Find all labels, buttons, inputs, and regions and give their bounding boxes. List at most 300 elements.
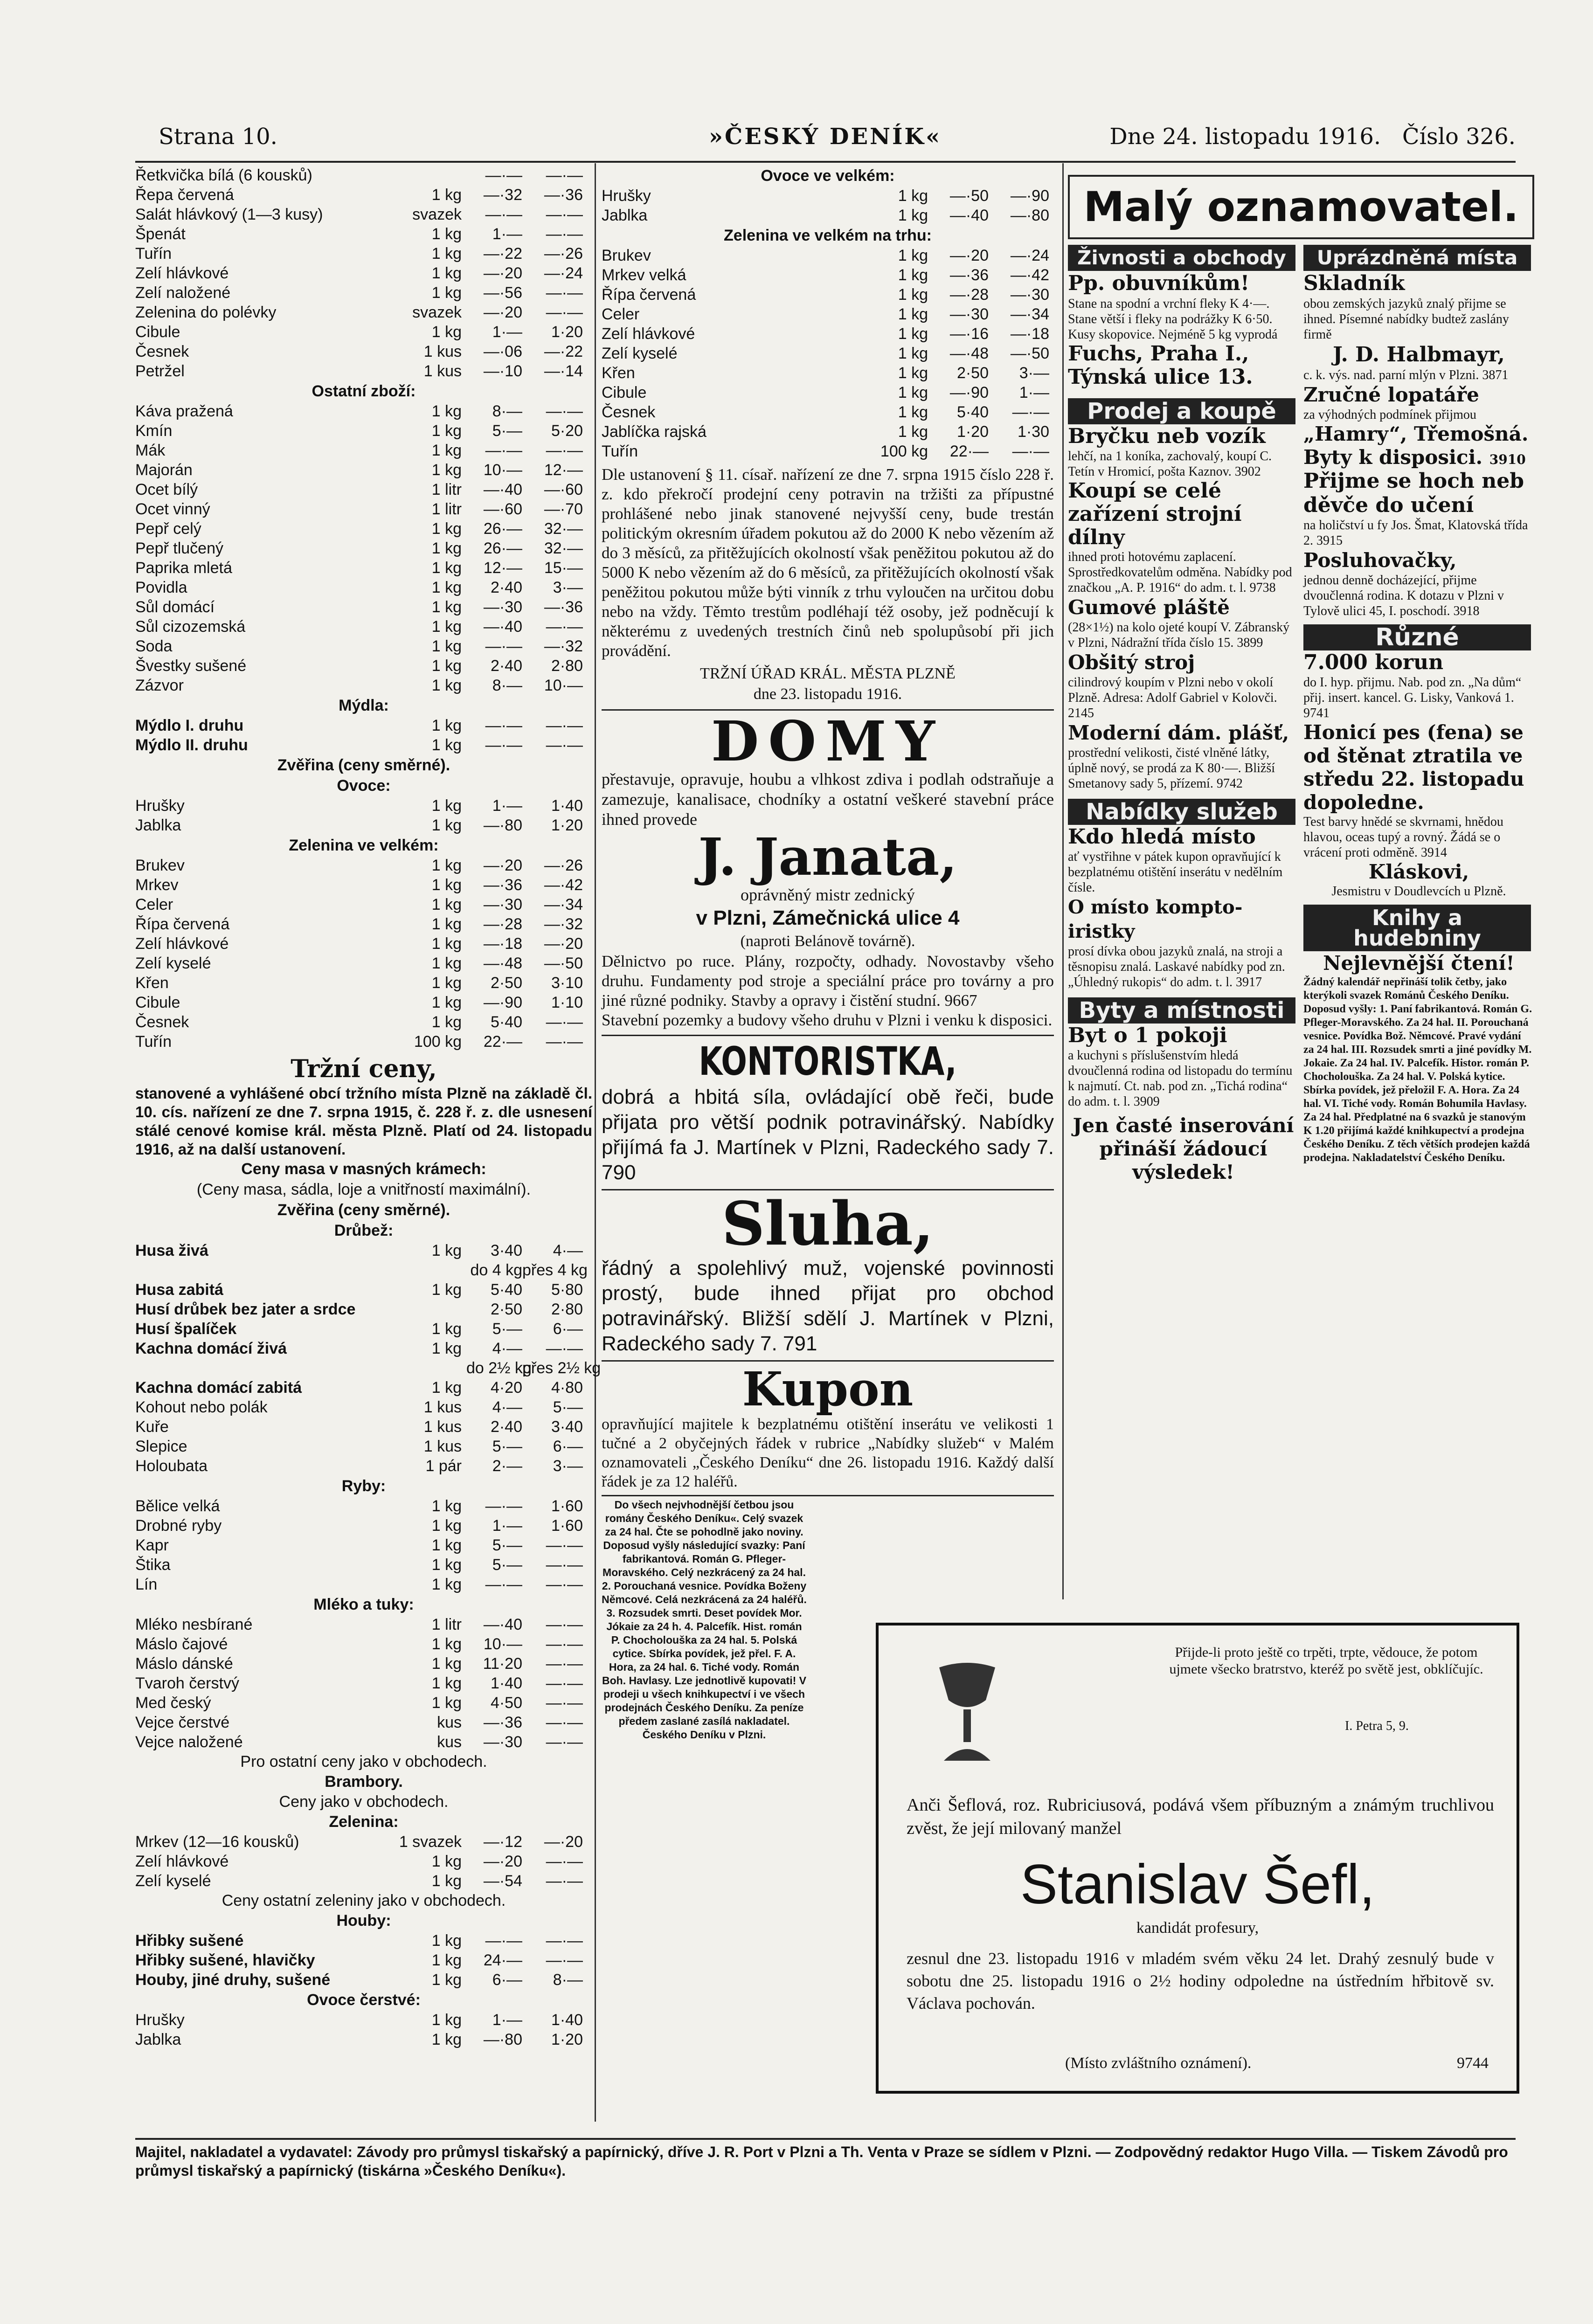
obituary-number: 9744: [1457, 2054, 1489, 2072]
item-unit: 1 kg: [431, 186, 462, 204]
obituary-box: [876, 1623, 1519, 2094]
price-from: —·20: [483, 857, 522, 874]
price-to: 1·60: [551, 1517, 583, 1535]
price-from: do 2½ kg: [466, 1359, 532, 1377]
item-name: Špenát: [135, 225, 186, 243]
price-from: 5·—: [492, 1556, 522, 1574]
item-name: Křen: [602, 364, 635, 382]
price-to: —·—: [546, 1872, 583, 1890]
masthead: »ČESKÝ DENÍK«: [709, 124, 942, 150]
janata-text-2: Stavební pozemky a budovy všeho druhu v Plzni i venku k disposici.: [602, 1011, 1053, 1029]
price-row: [602, 383, 1054, 402]
item-name: Pepř tlučený: [135, 540, 223, 557]
item-unit: 1 kg: [431, 974, 462, 992]
item-name: Paprika mletá: [135, 559, 232, 577]
item-name: Hřibky sušené: [135, 1932, 244, 1950]
page-number: Strana 10.: [159, 124, 277, 150]
item-unit: 1 kus: [423, 1418, 462, 1436]
item-unit: 1 kus: [423, 343, 462, 360]
price-to: —·—: [546, 1951, 583, 1969]
price-to: —·—: [546, 717, 583, 734]
item-name: Štika: [135, 1556, 171, 1574]
price-from: —·40: [483, 481, 522, 498]
item-unit: 1 kg: [431, 1655, 462, 1673]
price-row: [135, 1536, 592, 1555]
category-tag: Živnosti a obchody: [1068, 245, 1295, 271]
price-list-d: [135, 796, 592, 835]
item-unit: 1 kg: [431, 1517, 462, 1535]
price-from: 2·—: [492, 1457, 522, 1475]
price-row: [602, 324, 1054, 344]
ad-heading: J. D. Halbmayr,: [1333, 343, 1505, 367]
item-unit: 1 kg: [431, 1497, 462, 1515]
section-note: Ceny jako v obchodech.: [279, 1793, 449, 1811]
price-to: —·—: [546, 1714, 583, 1731]
item-name: Salát hlávkový (1—3 kusy): [135, 206, 323, 223]
janata-name: J. Janata,: [698, 827, 957, 887]
price-row: [135, 617, 592, 636]
sluha-title: Sluha,: [721, 1189, 934, 1259]
imprint-footer: Majitel, nakladatel a vydavatel: Závody pro průmysl tiskařský a papírnický, dříve J. R. Port v Plzni a Th. Venta v Praze se sídlem v Plzni. — Zodpovědný redaktor Hugo Villa. — Tiskem Závodů pro průmysl tiskařský a papírnický (tiskárna »Českého Deníku«).: [135, 2144, 1508, 2179]
item-name: Hrušky: [602, 187, 651, 205]
item-name: Zelí hlávkové: [135, 935, 229, 953]
price-to: —·50: [544, 954, 583, 972]
deceased-name: Stanislav Šefl,: [1020, 1853, 1375, 1916]
ad-text: (28×1½) na kolo ojeté koupí V. Zábranský v Plzni, Nádražní třída číslo 15. 3899: [1068, 620, 1290, 650]
item-unit: 1 kg: [431, 461, 462, 479]
price-row: [135, 1437, 592, 1456]
item-name: Zelí naložené: [135, 284, 231, 302]
price-from: 2·50: [490, 974, 522, 992]
price-list-i: [135, 1832, 592, 1891]
price-row: [135, 1300, 592, 1319]
item-unit: 1 kg: [431, 1281, 462, 1299]
item-unit: 100 kg: [414, 1033, 462, 1051]
price-from: 1·—: [492, 1517, 522, 1535]
item-unit: 1 kg: [431, 598, 462, 616]
ad-text: cilindrový koupím v Plzni nebo v okolí Plzně. Adresa: Adolf Gabriel v Kolovči. 2145: [1068, 675, 1277, 720]
ad-text: prostřední velikosti, čisté vlněné látky, úplně nový, se prodá za K 80·—. Bližší Smetanovy sady 5, přízemí. 9742: [1068, 746, 1275, 791]
section-heading: Mléko a tuky:: [313, 1596, 414, 1613]
price-to: —·32: [544, 637, 583, 655]
price-to: 1·60: [551, 1497, 583, 1515]
price-to: —·—: [546, 1655, 583, 1673]
category-tag: Různé: [1303, 624, 1531, 650]
price-to: —·—: [546, 1616, 583, 1633]
divider: [602, 1495, 1054, 1496]
price-to: 1·30: [1017, 423, 1049, 441]
price-row: [135, 224, 592, 244]
category-tag: Nabídky služeb: [1068, 799, 1295, 825]
item-name: Slepice: [135, 1438, 187, 1455]
price-to: 8·—: [553, 1971, 583, 1989]
price-to: —·—: [546, 402, 583, 420]
item-unit: svazek: [412, 206, 462, 223]
price-to: 2·80: [551, 657, 583, 675]
price-row: [135, 1713, 592, 1732]
price-row: [135, 993, 592, 1012]
section-heading: Zvěřina (ceny směrné).: [277, 756, 450, 774]
price-row: [135, 856, 592, 875]
item-name: Hrušky: [135, 797, 185, 815]
price-from: —·30: [949, 305, 989, 323]
price-from: —·36: [483, 1714, 522, 1731]
price-list-a: [135, 166, 592, 381]
romany-text: Do všech nejvhodnější četbou jsou romány Českého Deníku«. Celý svazek za 24 hal. Čte se pohodlně jako noviny. Doposud vyšly následující svazky: Paní fabrikantová. Román G. Pfleger-Moravského. Celý nezkrácený za 24 hal. 2. Porouchaná vesnice. Povídka Boženy Němcové. Celá nezkrácená za 24 haléřů. 3. Rozsudek smrti. Deset povídek Mor. Jókaie za 24 h. 4. Palcefík. Hist. román P. Chocholouška za 24 hal. 5. Polská cytice. Sbírka povídek, jež přel. F. A. Hora, za 24 hal. 6. Tiché vody. Román Boh. Havlasy. Lze jednotlivě kupovati! V prodeji u všech knihkupectví i ve všech prodejnách Českého Deníku. Za peníze předem zaslané zasílá nakladatel. Českého Deníku v Plzni.: [602, 1499, 807, 1741]
price-row: [135, 2010, 592, 2030]
item-unit: 1 kg: [431, 1320, 462, 1338]
price-to: 4·—: [553, 1242, 583, 1259]
item-name: Řípa červená: [135, 915, 230, 933]
price-from: —·90: [949, 384, 989, 401]
item-name: Vejce naložené: [135, 1733, 243, 1751]
price-from: 8·—: [492, 677, 522, 694]
price-to: —·42: [544, 876, 583, 894]
item-name: Zelí hlávkové: [135, 264, 229, 282]
item-unit: 1 kus: [423, 1398, 462, 1416]
price-to: 3·—: [553, 579, 583, 596]
price-row: [135, 205, 592, 224]
section-heading: Ceny masa v masných krámech:: [241, 1160, 486, 1178]
price-from: —·—: [485, 717, 522, 734]
price-from: —·80: [483, 2031, 522, 2048]
item-unit: 1 kg: [431, 1536, 462, 1554]
ad-text: do I. hyp. přijmu. Nab. pod zn. „Na dům“ přij. insert. kancel. G. Lisky, Vanková 1. 9741: [1303, 675, 1522, 720]
price-row: [135, 1280, 592, 1300]
price-from: 10·—: [483, 1635, 522, 1653]
item-name: Celer: [135, 896, 173, 913]
item-unit: 1 kg: [898, 207, 928, 224]
price-row: [135, 1931, 592, 1950]
price-from: 2·40: [490, 1418, 522, 1436]
price-to: 32·—: [544, 520, 583, 538]
item-unit: 1 kg: [431, 1694, 462, 1712]
ad-heading: Pp. obuvníkům!: [1068, 271, 1250, 295]
price-from: 2·50: [956, 364, 989, 382]
price-row: [135, 1417, 592, 1437]
price-to: —·—: [546, 1694, 583, 1712]
classified-col-right: [1303, 245, 1534, 1184]
price-from: —·—: [485, 736, 522, 754]
price-from: 2·40: [490, 579, 522, 596]
price-row: [602, 265, 1054, 285]
janata-subtitle: oprávněný mistr zednický: [741, 885, 915, 904]
price-row: [135, 1319, 592, 1339]
item-name: Ocet bílý: [135, 481, 198, 498]
section-heading: Zelenina ve velkém na trhu:: [724, 227, 932, 244]
section-heading: Zvěřina (ceny směrné).: [277, 1201, 450, 1219]
item-unit: 1 kg: [431, 2011, 462, 2029]
item-unit: 1 svazek: [399, 1833, 462, 1851]
price-from: —·48: [949, 345, 989, 362]
price-list-wholesale-veg: [602, 246, 1054, 461]
item-unit: 1 kg: [431, 1635, 462, 1653]
price-row: [135, 1871, 592, 1891]
price-row: [135, 656, 592, 676]
item-name: Mýdlo I. druhu: [135, 717, 244, 734]
item-name: Mléko nesbírané: [135, 1616, 253, 1633]
price-from: 4·—: [492, 1340, 522, 1357]
item-unit: [396, 1358, 466, 1378]
ad-heading: Honicí pes (fena) se od štěnat ztratila ve středu 22. listopadu dopoledne.: [1303, 721, 1524, 814]
category-tag: Byty a místnosti: [1068, 997, 1295, 1024]
ad-text: obou zemských jazyků znalý přijme se ihned. Písemné nabídky budtež zaslány firmě: [1303, 297, 1509, 342]
price-to: —·14: [544, 362, 583, 380]
item-name: [135, 1358, 396, 1378]
section-note: Ceny ostatní zeleniny jako v obchodech.: [222, 1892, 506, 1909]
price-from: —·20: [949, 247, 989, 264]
item-name: Mýdlo II. druhu: [135, 736, 248, 754]
price-from: —·—: [485, 1932, 522, 1950]
item-name: Kachna domácí živá: [135, 1340, 287, 1357]
item-unit: 1 kg: [431, 520, 462, 538]
price-row: [602, 285, 1054, 304]
price-from: —·18: [483, 935, 522, 953]
item-unit: 1 kg: [431, 225, 462, 243]
price-row: [135, 875, 592, 895]
price-from: —·90: [483, 994, 522, 1011]
price-from: —·80: [483, 816, 522, 834]
price-to: —·—: [546, 304, 583, 321]
ad-heading: Gumové pláště: [1068, 596, 1230, 619]
price-list-b: [135, 401, 592, 695]
ad-heading: 7.000 korun: [1303, 650, 1444, 674]
ad-heading: Fuchs, Praha I., Týnská ulice 13.: [1068, 342, 1253, 389]
section-heading: Ovoce čerstvé:: [307, 1991, 421, 2009]
item-unit: 1 kg: [431, 915, 462, 933]
price-to: 4·80: [551, 1379, 583, 1397]
price-from: 2·40: [490, 657, 522, 675]
item-unit: 1 kg: [898, 403, 928, 421]
item-name: Mák: [135, 442, 166, 459]
section-heading: Brambory.: [325, 1773, 403, 1791]
item-unit: 1 kg: [431, 579, 462, 596]
price-row: [602, 363, 1054, 383]
ad-text: prosí dívka obou jazyků znalá, na stroji a těsnopisu znalá. Laskavé nabídky pod zn. „Úhledný rukopis“ do adm. t. l. 3917: [1068, 944, 1285, 989]
item-unit: 1 kg: [431, 954, 462, 972]
price-row: [135, 1634, 592, 1654]
price-row: [135, 361, 592, 381]
price-list-c: [135, 716, 592, 755]
price-list-g: [135, 1496, 592, 1594]
maly-oznamovatel-title: Malý oznamovatel.: [1083, 183, 1519, 231]
item-name: Kmín: [135, 422, 173, 440]
price-row: [135, 1674, 592, 1693]
item-unit: 1 kg: [431, 284, 462, 302]
price-to: 3·—: [553, 1457, 583, 1475]
ad-text: a kuchyni s příslušenstvím hledá dvoučlenná rodina od listopadu do termínu k najmutí. Ct. nab. pod zn. „Tichá rodina“ do adm. t. l. 3909: [1068, 1048, 1293, 1109]
price-from: 26·—: [483, 520, 522, 538]
ad-text: jednou denně docházející, přijme dvoučlenná rodina. K dotazu v Plzni v Tylově ulici 45, I. poschodí. 3918: [1303, 573, 1504, 618]
price-to: —·—: [546, 1853, 583, 1870]
price-to: —·—: [546, 284, 583, 302]
price-from: 5·—: [492, 422, 522, 440]
price-to: —·—: [546, 1013, 583, 1031]
item-name: Česnek: [135, 1013, 189, 1031]
item-unit: 1 kg: [898, 286, 928, 304]
item-unit: 1 kg: [431, 442, 462, 459]
item-unit: 1 kg: [898, 384, 928, 401]
price-to: 5·—: [553, 1398, 583, 1416]
item-unit: 1 kg: [431, 323, 462, 341]
item-name: Švestky sušené: [135, 657, 247, 675]
item-unit: 1 pár: [425, 1457, 462, 1475]
item-unit: [396, 1260, 466, 1280]
ad-heading: Nejlevnější čtení!: [1323, 952, 1515, 975]
price-row: [135, 1852, 592, 1871]
item-unit: 1 litr: [431, 500, 462, 518]
item-name: Husa zabitá: [135, 1281, 223, 1299]
item-name: Zelenina do polévky: [135, 304, 277, 321]
price-row: [135, 1950, 592, 1970]
price-from: —·48: [483, 954, 522, 972]
item-unit: kus: [437, 1714, 462, 1731]
item-name: Řepa červená: [135, 186, 234, 204]
item-unit: 1 kg: [431, 717, 462, 734]
item-unit: 1 kg: [431, 264, 462, 282]
price-row: [135, 716, 592, 735]
price-to: —·—: [546, 1635, 583, 1653]
item-name: Mrkev (12—16 kousků): [135, 1833, 299, 1851]
ad-heading: Skladník: [1303, 271, 1405, 295]
price-from: —·20: [483, 1853, 522, 1870]
price-from: —·28: [949, 286, 989, 304]
item-unit: svazek: [412, 304, 462, 321]
price-from: —·54: [483, 1872, 522, 1890]
item-unit: 1 kg: [898, 266, 928, 284]
item-unit: 1 kg: [431, 1242, 462, 1259]
item-name: Kachna domácí zabitá: [135, 1379, 302, 1397]
item-unit: 1 kg: [431, 816, 462, 834]
price-to: —·—: [546, 225, 583, 243]
item-name: Holoubata: [135, 1457, 208, 1475]
item-unit: 1 kg: [431, 637, 462, 655]
price-from: —·06: [483, 343, 522, 360]
issue-date: Dne 24. listopadu 1916. Číslo 326.: [1109, 124, 1516, 150]
price-row: [135, 2030, 592, 2049]
item-unit: 1 litr: [431, 1616, 462, 1633]
item-unit: 1 kg: [431, 1340, 462, 1357]
page-header: [159, 119, 1516, 156]
kupon-text: opravňující majitele k bezplatnému otištění inserátu ve velikosti 1 tučné a 2 obyčejných řádek v rubrice „Nabídky služeb“ v Malém oznamovateli „Českého Deníku“ dne 26. listopadu 1916. Každý další řádek je za 12 haléřů.: [602, 1416, 1054, 1490]
item-name: Mrkev velká: [602, 266, 686, 284]
item-name: Bělice velká: [135, 1497, 220, 1515]
price-row: [135, 636, 592, 656]
item-name: Česnek: [135, 343, 189, 360]
item-unit: 1 kg: [898, 364, 928, 382]
item-name: [135, 1260, 396, 1280]
item-unit: 1 kg: [431, 876, 462, 894]
item-name: Zelí kyselé: [602, 345, 678, 362]
price-to: 12·—: [544, 461, 583, 479]
section-heading: Houby:: [336, 1912, 391, 1930]
item-unit: 1 kus: [423, 1438, 462, 1455]
price-to: —·42: [1010, 266, 1049, 284]
price-to: —·—: [546, 1576, 583, 1593]
price-from: 10·—: [483, 461, 522, 479]
price-from: 8·—: [492, 402, 522, 420]
price-from: —·—: [485, 206, 522, 223]
price-from: —·50: [949, 187, 989, 205]
item-name: Pepř celý: [135, 520, 201, 538]
price-row: [135, 480, 592, 499]
price-from: 5·40: [490, 1281, 522, 1299]
price-from: —·40: [483, 618, 522, 636]
price-to: —·70: [544, 500, 583, 518]
ad-heading: Bryčku neb vozík: [1068, 424, 1266, 448]
ad-text: Stane na spodní a vrchní fleky K 4·—. Stane větší i fleky na podrážky K 6·50. Kusy skopovice. Nejméně 5 kg vyprodá: [1068, 297, 1278, 342]
price-from: —·40: [483, 1616, 522, 1633]
ad-text: c. k. výs. nad. parní mlýn v Plzni. 3871: [1303, 368, 1509, 382]
price-to: —·18: [1010, 325, 1049, 343]
price-row: [135, 1970, 592, 1990]
item-name: Drobné ryby: [135, 1517, 222, 1535]
price-to: —·34: [1010, 305, 1049, 323]
price-to: —·36: [544, 186, 583, 204]
item-unit: 1 kg: [431, 1853, 462, 1870]
item-unit: 1 kg: [431, 896, 462, 913]
market-office: TRŽNÍ ÚŘAD KRÁL. MĚSTA PLZNĚ: [700, 665, 956, 682]
price-from: 11·20: [483, 1655, 522, 1673]
item-unit: 1 kg: [431, 1556, 462, 1574]
price-row: [135, 1012, 592, 1032]
ad-heading: O místo komptoiristky: [1068, 896, 1243, 942]
price-row: [135, 263, 592, 283]
section-heading: Ovoce:: [337, 777, 391, 795]
item-name: Brukev: [602, 247, 651, 264]
item-unit: 1 kg: [431, 736, 462, 754]
item-name: Kohout nebo polák: [135, 1398, 268, 1416]
price-from: —·36: [949, 266, 989, 284]
price-from: 22·—: [483, 1033, 522, 1051]
ad-text: lehčí, na 1 koníka, zachovalý, koupí C. Tetín v Hromicí, pošta Kaznov. 3902: [1068, 449, 1272, 479]
price-row: [602, 206, 1054, 225]
price-to: —·32: [544, 915, 583, 933]
price-row: [135, 166, 592, 185]
price-from: 1·—: [492, 323, 522, 341]
item-unit: 1 kg: [431, 1674, 462, 1692]
item-name: Tuřín: [135, 245, 172, 263]
price-from: 26·—: [483, 540, 522, 557]
price-to: 3·—: [1019, 364, 1049, 382]
section-heading: Zelenina:: [329, 1813, 399, 1831]
price-row: [135, 816, 592, 835]
item-name: Med český: [135, 1694, 211, 1712]
item-name: Cibule: [602, 384, 647, 401]
ad-text: na holičství u fy Jos. Šmat, Klatovská třída 2. 3915: [1303, 518, 1528, 548]
ad-text: Jesmistru v Doudlevcích u Plzně.: [1331, 884, 1506, 899]
item-name: Brukev: [135, 857, 185, 874]
item-name: Tuřín: [602, 443, 638, 460]
price-row: [602, 402, 1054, 422]
item-unit: 1 kg: [431, 1951, 462, 1969]
price-row: [135, 539, 592, 558]
price-to: —·—: [546, 1536, 583, 1554]
item-unit: 1 kg: [898, 325, 928, 343]
price-to: —·—: [546, 1733, 583, 1751]
price-row: [135, 1397, 592, 1417]
price-from: 24·—: [483, 1951, 522, 1969]
price-row: [135, 401, 592, 421]
price-row: [135, 244, 592, 263]
item-unit: 1 kg: [898, 423, 928, 441]
price-row: [135, 1693, 592, 1713]
price-from: 1·20: [956, 423, 989, 441]
ad-heading: Zručné lopatáře: [1303, 383, 1479, 406]
price-to: —·24: [544, 264, 583, 282]
price-to: —·60: [544, 481, 583, 498]
item-unit: 1 kg: [431, 677, 462, 694]
